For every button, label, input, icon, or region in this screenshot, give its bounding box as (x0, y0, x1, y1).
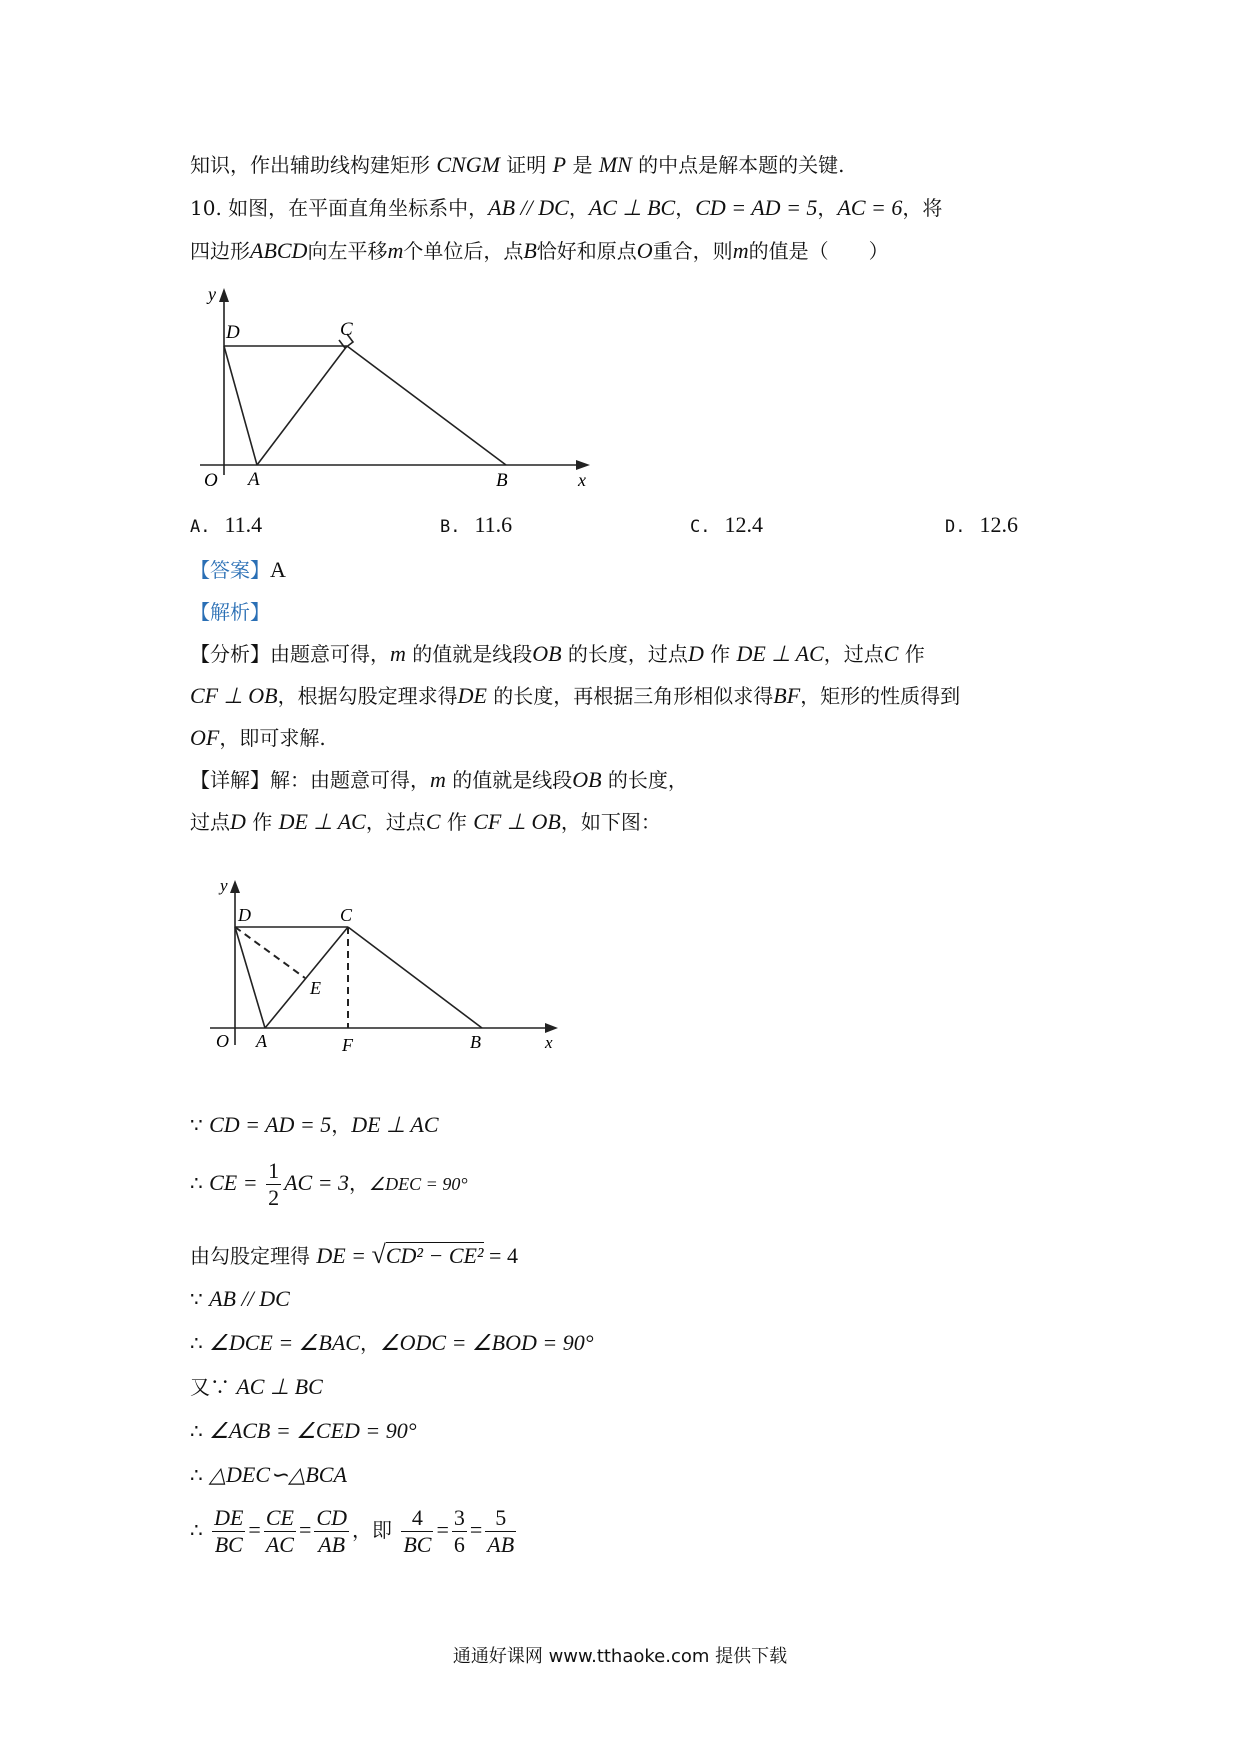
fig2-label-F: F (342, 1035, 353, 1055)
fig2-label-D: D (238, 905, 251, 925)
fenxi-line-1: 【分析】由题意可得，m 的值就是线段OB 的长度，过点D 作 DE ⊥ AC，过点C 作 (190, 641, 925, 666)
step-2: ∴ CE = $\frac{1}{2}$ AC = 3，∠DEC = 90° (190, 1158, 468, 1210)
x-axis-arrow (545, 1023, 558, 1033)
fraction-3-6: $\frac{3}{6}$ (453, 1505, 465, 1557)
choice-a: A. 11.4 (190, 512, 263, 537)
step-7: ∴ ∠ACB = ∠CED = 90° (190, 1418, 417, 1443)
answer-tag: 【答案】 (190, 558, 270, 582)
x-axis-arrow (576, 460, 590, 470)
choice-b: B. 11.6 (440, 512, 513, 537)
fig1-label-B: B (496, 470, 508, 491)
intro-line: 知识，作出辅助线构建矩形 CNGM 证明 P 是 MN 的中点是解本题的关键. (190, 152, 845, 177)
question-line-1: 10. 如图，在平面直角坐标系中，AB // DC，AC ⊥ BC，CD = AD = 5，AC = 6，将 (190, 195, 943, 220)
figure-1-coordinate-diagram (190, 280, 610, 510)
step-9: ∴ $\frac{DE}{BC}$ = $\frac{CE}{AC}$ = $\frac{CD}{AB}$ ，即 $\frac{4}{BC}$ = $\frac{3}{6}$ = $\frac{5}{AB}$ (190, 1505, 515, 1557)
y-axis-arrow (219, 288, 229, 302)
choice-d: D. 12.6 (945, 512, 1018, 537)
figure-2-auxiliary-diagram (200, 870, 580, 1070)
step-5: ∴ ∠DCE = ∠BAC，∠ODC = ∠BOD = 90° (190, 1330, 594, 1355)
fig1-label-D: D (226, 322, 240, 343)
fraction-cd-ab: $\frac{CD}{AB}$ (316, 1505, 347, 1557)
choice-c: C. 12.4 (690, 512, 763, 537)
fig1-label-O: O (204, 470, 218, 491)
step-6: 又∵ AC ⊥ BC (190, 1374, 323, 1399)
xiangjie-line-1: 【详解】解：由题意可得，m 的值就是线段OB 的长度， (190, 767, 688, 792)
fig1-label-C: C (340, 319, 353, 340)
answer-line (190, 555, 286, 585)
fig2-label-A: A (256, 1031, 267, 1051)
fenxi-line-3: OF，即可求解. (190, 725, 326, 750)
step-3: 由勾股定理得 DE = √CD² − CE² = 4 (190, 1240, 518, 1269)
fraction-one-half: $\frac{1}{2}$ (268, 1158, 280, 1210)
fraction-ce-ac: $\frac{CE}{AC}$ (265, 1505, 294, 1557)
fig1-label-A: A (248, 469, 260, 490)
step-8: ∴ △DEC∽△BCA (190, 1462, 347, 1487)
fig2-label-O: O (216, 1031, 229, 1051)
fenxi-line-2: CF ⊥ OB，根据勾股定理求得DE 的长度，再根据三角形相似求得BF，矩形的性质得到 (190, 683, 961, 708)
page-footer: 通通好课网 www.tthaoke.com 提供下载 (452, 1646, 788, 1667)
y-axis-arrow (230, 880, 240, 893)
fig2-label-x: x (545, 1033, 553, 1052)
sqrt-icon: √ (371, 1240, 386, 1269)
xiangjie-line-2: 过点D 作 DE ⊥ AC，过点C 作 CF ⊥ OB，如下图： (190, 809, 661, 834)
step-1: ∵ CD = AD = 5，DE ⊥ AC (190, 1112, 439, 1137)
fig1-label-y: y (208, 284, 216, 304)
fig2-label-B: B (470, 1032, 481, 1052)
answer-value: A (270, 557, 286, 582)
fraction-de-bc: $\frac{DE}{BC}$ (214, 1505, 244, 1557)
question-line-2: 四边形ABCD向左平移m个单位后，点B恰好和原点O重合，则m的值是（ ） (190, 238, 889, 263)
fig2-label-C: C (340, 905, 353, 925)
step-4: ∵ AB // DC (190, 1286, 290, 1311)
fraction-5-ab: $\frac{5}{AB}$ (487, 1505, 515, 1557)
fig1-label-x: x (578, 470, 586, 490)
fig2-label-E: E (310, 978, 321, 998)
fig2-label-y: y (220, 876, 228, 895)
segment-de (235, 927, 305, 978)
fraction-4-bc: $\frac{4}{BC}$ (403, 1505, 432, 1557)
analysis-tag: 【解析】 (190, 600, 270, 624)
